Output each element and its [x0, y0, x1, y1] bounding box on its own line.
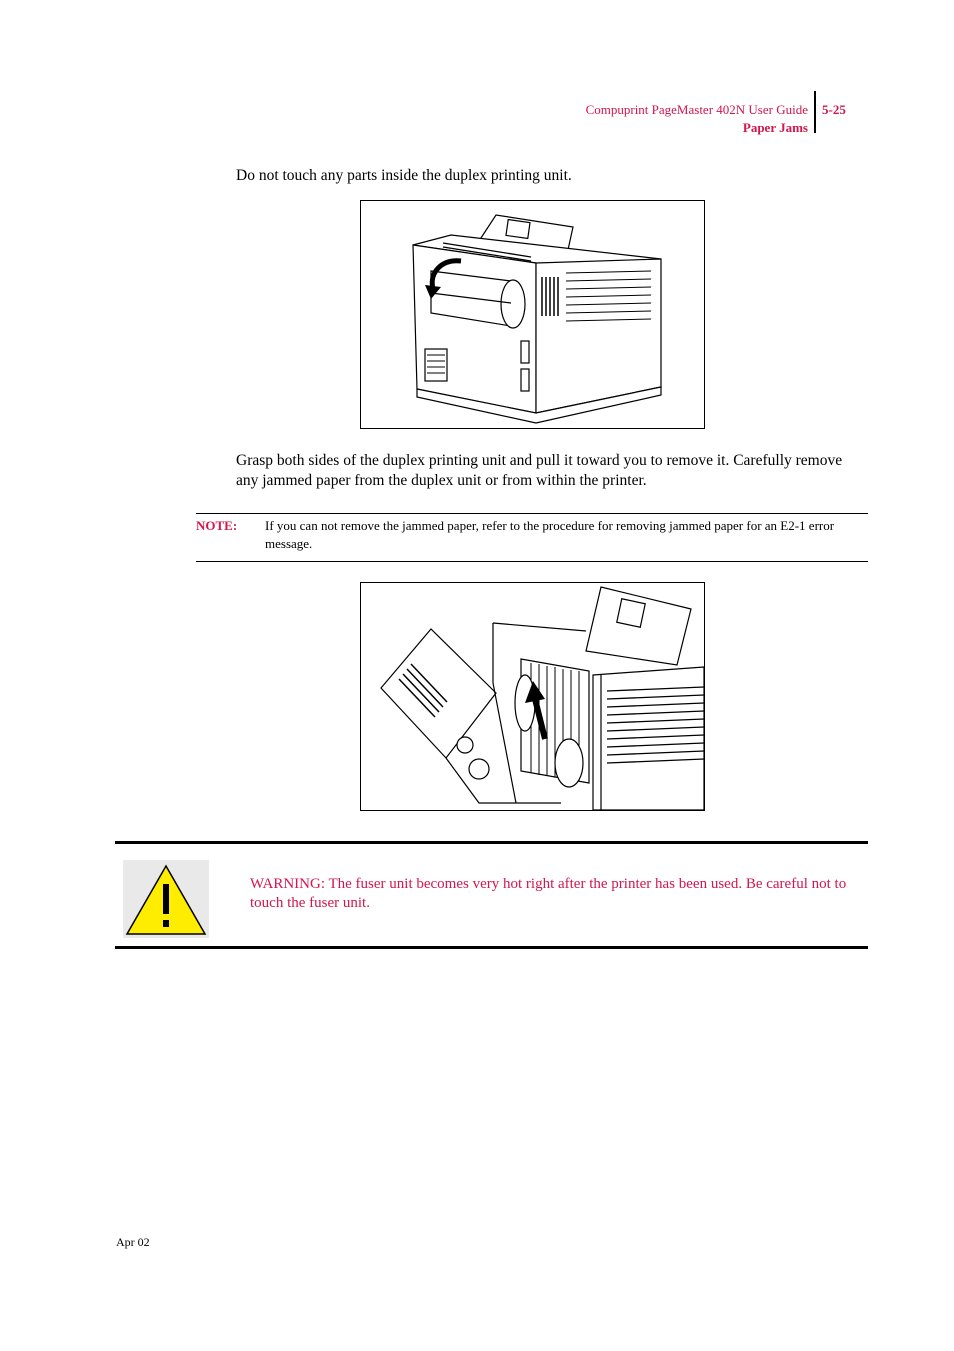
header-document-title: Compuprint PageMaster 402N User Guide	[585, 102, 808, 117]
footer-date: Apr 02	[116, 1235, 150, 1249]
note-text: If you can not remove the jammed paper, refer to the procedure for removing jammed paper for an E2-1 error message.	[265, 518, 835, 551]
instruction-text-1: Do not touch any parts inside the duplex printing unit.	[236, 167, 572, 184]
warning-bottom-rule	[115, 946, 868, 949]
warning-top-rule	[115, 841, 868, 844]
header-section-title: Paper Jams	[742, 120, 808, 135]
warning-icon-box	[123, 860, 209, 938]
warning-triangle-icon	[123, 860, 209, 938]
header-page-number: 5-25	[822, 102, 846, 117]
note-top-rule	[196, 513, 868, 514]
instruction-text-2: Grasp both sides of the duplex printing unit and pull it toward you to remove it. Carefully remove any jammed paper from the duplex unit or from within the printer.	[236, 452, 843, 489]
note-bottom-rule	[196, 561, 868, 562]
figure-printer-duplex-unit	[360, 200, 705, 429]
note-label: NOTE:	[196, 518, 238, 533]
figure-printer-open-fuser	[360, 582, 705, 811]
warning-text: WARNING: The fuser unit becomes very hot right after the printer has been used. Be careful not to touch the fuser unit.	[250, 876, 847, 911]
printer-open-illustration	[361, 583, 704, 810]
printer-rear-illustration	[361, 201, 704, 428]
header-divider	[814, 91, 816, 133]
